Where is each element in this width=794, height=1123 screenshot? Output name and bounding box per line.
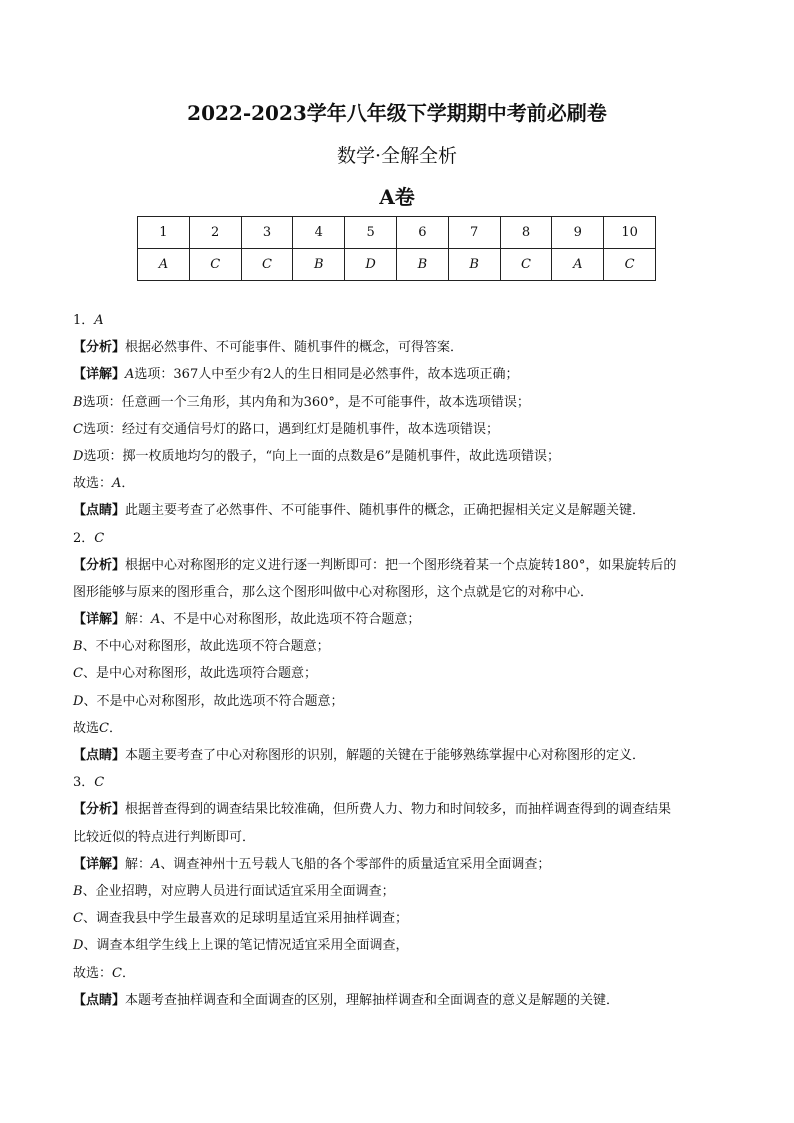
answer-cell: A bbox=[138, 249, 190, 281]
question-2-analysis: 【分析】根据中心对称图形的定义进行逐一判断即可：把一个图形绕着某一个点旋转180°，如果旋转后的 bbox=[73, 557, 677, 573]
question-number-cell: 8 bbox=[500, 217, 552, 249]
question-1-comment: 【点睛】此题主要考查了必然事件、不可能事件、随机事件的概念，正确把握相关定义是解题关键． bbox=[73, 503, 646, 519]
question-2-detail-b: B、不中心对称图形，故此选项不符合题意； bbox=[73, 639, 330, 655]
question-3-analysis: 【分析】根据普查得到的调查结果比较准确，但所费人力、物力和时间较多，而抽样调查得到的调查结果 bbox=[73, 802, 672, 818]
question-2-answer: C bbox=[94, 530, 105, 546]
answer-cell: B bbox=[293, 249, 345, 281]
answer-cell: C bbox=[241, 249, 293, 281]
question-1-detail-b: B选项：任意画一个三角形，其内角和为360°，是不可能事件，故本选项错误； bbox=[73, 394, 530, 410]
question-3-detail-b: B、企业招聘，对应聘人员进行面试适宜采用全面调查； bbox=[73, 883, 395, 899]
answer-cell: B bbox=[396, 249, 448, 281]
question-3-choice: 故选：C． bbox=[73, 965, 135, 981]
question-3-answer: C bbox=[94, 775, 105, 791]
answer-table-answer-row bbox=[138, 249, 656, 281]
answer-cell: C bbox=[604, 249, 656, 281]
answer-table-number-row bbox=[138, 217, 656, 249]
question-1-analysis: 【分析】根据必然事件、不可能事件、随机事件的概念，可得答案． bbox=[73, 340, 464, 356]
question-number-cell: 9 bbox=[552, 217, 604, 249]
answer-cell: C bbox=[500, 249, 552, 281]
question-3-comment: 【点睛】本题考查抽样调查和全面调查的区别，理解抽样调查和全面调查的意义是解题的关键． bbox=[73, 992, 620, 1008]
solutions-body bbox=[73, 307, 723, 1014]
question-1-header: 1．A bbox=[73, 313, 104, 328]
question-number-cell: 2 bbox=[189, 217, 241, 249]
question-number-cell: 1 bbox=[138, 217, 190, 249]
document-title: 2022-2023学年八年级下学期期中考前必刷卷 bbox=[187, 101, 607, 125]
question-3-analysis-cont: 比较近似的特点进行判断即可． bbox=[73, 829, 256, 845]
question-number-cell: 7 bbox=[448, 217, 500, 249]
question-3-detail-d: D、调查本组学生线上上课的笔记情况适宜采用全面调查， bbox=[73, 938, 409, 954]
question-2-detail-a: 【详解】解：A、不是中心对称图形，故此选项不符合题意； bbox=[73, 612, 421, 628]
question-2-comment: 【点睛】本题主要考查了中心对称图形的识别，解题的关键在于能够熟练掌握中心对称图形的定义． bbox=[73, 748, 646, 763]
question-1-detail-d: D选项：掷一枚质地均匀的骰子，“向上一面的点数是6”是随机事件，故此选项错误； bbox=[73, 448, 561, 464]
answer-cell: C bbox=[189, 249, 241, 281]
question-2-detail-c: C、是中心对称图形，故此选项符合题意； bbox=[73, 666, 317, 682]
question-2-analysis-cont: 图形能够与原来的图形重合，那么这个图形叫做中心对称图形，这个点就是它的对称中心． bbox=[73, 584, 594, 600]
question-3-header: 3．C bbox=[73, 775, 105, 791]
question-1-detail-c: C选项：经过有交通信号灯的路口，遇到红灯是随机事件，故本选项错误； bbox=[73, 421, 499, 437]
answer-table bbox=[137, 216, 656, 281]
question-3-detail-c: C、调查我县中学生最喜欢的足球明星适宜采用抽样调查； bbox=[73, 911, 408, 927]
answer-cell: D bbox=[345, 249, 397, 281]
question-3-detail-a: 【详解】解：A、调查神州十五号载人飞船的各个零部件的质量适宜采用全面调查； bbox=[73, 856, 551, 872]
answer-cell: B bbox=[448, 249, 500, 281]
question-1-detail-a: 【详解】A选项：367人中至少有2人的生日相同是必然事件，故本选项正确； bbox=[73, 367, 519, 383]
question-1-answer: A bbox=[94, 313, 104, 328]
question-2-detail-d: D、不是中心对称图形，故此选项不符合题意； bbox=[73, 693, 344, 709]
answer-cell: A bbox=[552, 249, 604, 281]
section-heading: A卷 bbox=[379, 185, 415, 209]
question-2-choice: 故选C． bbox=[73, 720, 122, 736]
question-2-header: 2．C bbox=[73, 530, 105, 546]
question-number-cell: 5 bbox=[345, 217, 397, 249]
question-1-choice: 故选：A． bbox=[73, 476, 135, 492]
question-number-cell: 3 bbox=[241, 217, 293, 249]
question-number-cell: 10 bbox=[604, 217, 656, 249]
document-subtitle: 数学·全解全析 bbox=[336, 145, 458, 167]
question-number-cell: 4 bbox=[293, 217, 345, 249]
question-number-cell: 6 bbox=[396, 217, 448, 249]
